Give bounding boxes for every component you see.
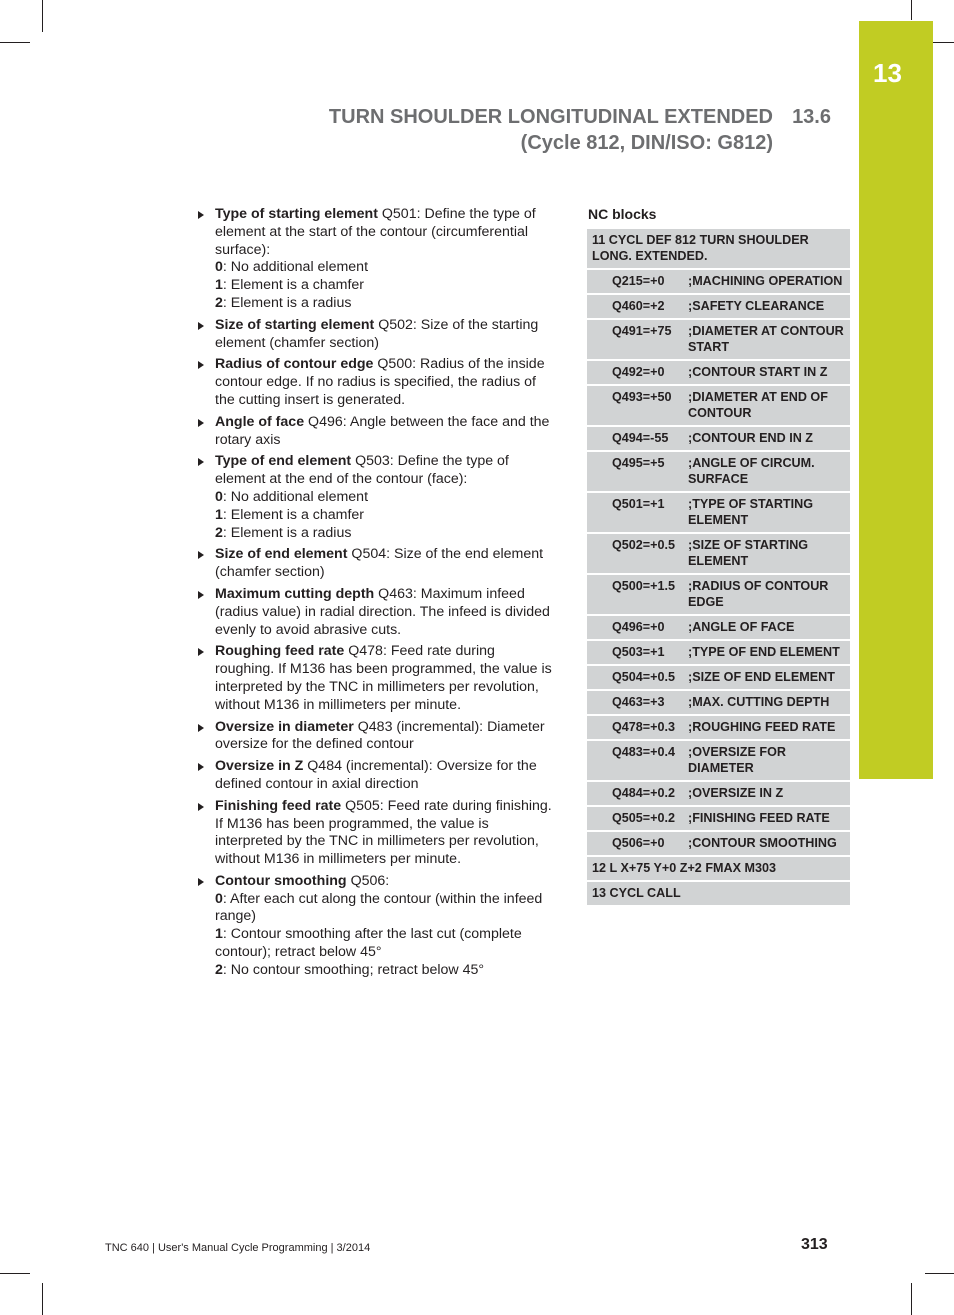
parameter-item <box>195 317 557 353</box>
parameter-description: Q500: Radius of the inside contour edge. If no radius is specified, the radius of the cutting insert is generated. <box>215 356 545 408</box>
nc-param: Q215=+0 <box>587 270 686 295</box>
option-key: 0 <box>215 259 223 276</box>
nc-param: Q460=+2 <box>587 295 686 320</box>
option-text: : Element is a chamfer <box>222 277 365 294</box>
bullet-arrow-icon <box>198 648 204 656</box>
parameter-description: Q478: Feed rate during roughing. If M136 has been programmed, the value is interpreted by the TNC in millimeters per revolution, without M136 in millimeters per minute. <box>215 643 552 713</box>
nc-comment: ;ROUGHING FEED RATE <box>686 716 850 741</box>
nc-param: Q500=+1.5 <box>587 575 686 616</box>
parameter-option <box>215 259 557 277</box>
parameter-option <box>215 926 557 962</box>
footer-text: TNC 640 | User's Manual Cycle Programming | 3/2014 <box>105 1242 371 1254</box>
parameter-name: Radius of contour edge <box>215 356 374 373</box>
option-key: 1 <box>215 277 223 294</box>
option-key: 0 <box>215 488 223 505</box>
page-number: 313 <box>801 1236 828 1253</box>
chapter-number: 13 <box>873 58 902 88</box>
parameter-item <box>195 414 557 450</box>
parameter-name: Size of end element <box>215 546 348 563</box>
nc-comment: ;CONTOUR SMOOTHING <box>686 832 850 857</box>
section-number: 13.6 <box>792 106 831 128</box>
bullet-arrow-icon <box>198 419 204 427</box>
crop-mark <box>42 1283 43 1315</box>
parameter-description: Q504: Size of the end element (chamfer section) <box>215 546 544 581</box>
nc-row <box>587 229 850 270</box>
nc-comment: ;CONTOUR START IN Z <box>686 361 850 386</box>
nc-row <box>587 534 850 575</box>
parameter-name: Maximum cutting depth <box>215 585 375 602</box>
option-text: : Element is a chamfer <box>222 506 365 523</box>
parameter-description: Q483 (incremental): Diameter oversize for the defined contour <box>215 718 545 753</box>
option-key: 2 <box>215 961 223 978</box>
parameter-name: Type of starting element <box>215 206 378 222</box>
nc-row <box>587 386 850 427</box>
option-text: : No additional element <box>222 488 369 505</box>
nc-comment: ;ANGLE OF FACE <box>686 616 850 641</box>
parameter-item <box>195 206 557 313</box>
parameter-name: Contour smoothing <box>215 872 347 889</box>
nc-comment: ;ANGLE OF CIRCUM. SURFACE <box>686 452 850 493</box>
parameter-item <box>195 798 557 869</box>
crop-mark <box>0 42 30 43</box>
nc-comment: ;DIAMETER AT CONTOUR START <box>686 320 850 361</box>
parameter-name: Size of starting element <box>215 316 375 333</box>
bullet-arrow-icon <box>198 878 204 886</box>
nc-param: Q501=+1 <box>587 493 686 534</box>
crop-mark <box>911 0 912 20</box>
nc-comment: ;SIZE OF STARTING ELEMENT <box>686 534 850 575</box>
nc-comment: ;TYPE OF STARTING ELEMENT <box>686 493 850 534</box>
parameter-item <box>195 453 557 542</box>
nc-row <box>587 361 850 386</box>
nc-row <box>587 807 850 832</box>
option-text: : Element is a radius <box>222 524 352 541</box>
nc-param: Q502=+0.5 <box>587 534 686 575</box>
nc-row <box>587 882 850 907</box>
parameter-name: Roughing feed rate <box>215 643 345 660</box>
nc-comment: ;OVERSIZE FOR DIAMETER <box>686 741 850 782</box>
parameter-option <box>215 891 557 927</box>
nc-param: Q506=+0 <box>587 832 686 857</box>
bullet-arrow-icon <box>198 803 204 811</box>
nc-row <box>587 741 850 782</box>
option-key: 2 <box>215 524 223 541</box>
parameter-option <box>215 507 557 525</box>
nc-row <box>587 641 850 666</box>
parameter-option <box>215 962 557 980</box>
nc-row <box>587 452 850 493</box>
nc-row <box>587 666 850 691</box>
option-text: : No contour smoothing; retract below 45° <box>222 961 485 978</box>
option-key: 1 <box>215 926 223 943</box>
chapter-tab <box>859 21 933 779</box>
parameter-option <box>215 277 557 295</box>
nc-comment: ;OVERSIZE IN Z <box>686 782 850 807</box>
crop-mark <box>0 1273 30 1274</box>
parameter-description: Q503: Define the type of element at the end of the contour (face): <box>215 453 509 488</box>
parameter-description: Q506: <box>350 872 390 889</box>
option-key: 0 <box>215 890 223 907</box>
bullet-arrow-icon <box>198 724 204 732</box>
option-text: : No additional element <box>222 259 369 276</box>
nc-param: Q491=+75 <box>587 320 686 361</box>
nc-comment: ;CONTOUR END IN Z <box>686 427 850 452</box>
nc-row <box>587 427 850 452</box>
parameter-name: Angle of face <box>215 413 305 430</box>
nc-param: Q504=+0.5 <box>587 666 686 691</box>
parameter-option <box>215 525 557 543</box>
nc-param: Q495=+5 <box>587 452 686 493</box>
parameter-description: Q484 (incremental): Oversize for the defined contour in axial direction <box>215 758 537 792</box>
option-key: 1 <box>215 506 223 523</box>
nc-row <box>587 616 850 641</box>
nc-param: Q492=+0 <box>587 361 686 386</box>
parameter-description: Q505: Feed rate during finishing. If M136 has been programmed, the value is interpreted by the TNC in millimeters per revolution, without M136 in millimeters per minute. <box>215 797 552 868</box>
parameter-item <box>195 586 557 639</box>
parameter-description: Q463: Maximum infeed (radius value) in radial direction. The infeed is divided evenly to avoid abrasive cuts. <box>215 585 550 638</box>
nc-row <box>587 493 850 534</box>
nc-row <box>587 295 850 320</box>
parameter-item <box>195 643 557 714</box>
header-title-line1: TURN SHOULDER LONGITUDINAL EXTENDED <box>328 106 773 128</box>
parameter-option <box>215 489 557 507</box>
parameter-item <box>195 356 557 409</box>
nc-row <box>587 832 850 857</box>
option-text: : Contour smoothing after the last cut (complete contour); retract below 45° <box>215 926 522 961</box>
nc-comment: ;FINISHING FEED RATE <box>686 807 850 832</box>
option-text: : After each cut along the contour (within the infeed range) <box>215 890 543 925</box>
nc-param: Q493=+50 <box>587 386 686 427</box>
nc-block-line: 11 CYCL DEF 812 TURN SHOULDER LONG. EXTENDED. <box>587 229 850 270</box>
page-header <box>329 104 831 156</box>
parameter-name: Oversize in diameter <box>215 718 354 735</box>
crop-mark <box>911 1283 912 1315</box>
nc-row <box>587 691 850 716</box>
nc-param: Q484=+0.2 <box>587 782 686 807</box>
nc-row <box>587 320 850 361</box>
nc-row <box>587 857 850 882</box>
nc-row <box>587 270 850 295</box>
parameter-item <box>195 873 557 980</box>
nc-row <box>587 716 850 741</box>
option-key: 2 <box>215 294 223 311</box>
crop-mark <box>925 1273 954 1274</box>
parameter-item <box>195 758 557 794</box>
nc-comment: ;RADIUS OF CONTOUR EDGE <box>686 575 850 616</box>
nc-comment: ;MAX. CUTTING DEPTH <box>686 691 850 716</box>
parameter-name: Type of end element <box>215 453 352 470</box>
bullet-arrow-icon <box>198 763 204 771</box>
bullet-arrow-icon <box>198 458 204 466</box>
option-text: : Element is a radius <box>222 294 352 311</box>
nc-comment: ;MACHINING OPERATION <box>686 270 850 295</box>
nc-blocks-title: NC blocks <box>588 206 657 222</box>
parameter-description: Q496: Angle between the face and the rotary axis <box>215 413 550 448</box>
nc-param: Q505=+0.2 <box>587 807 686 832</box>
bullet-arrow-icon <box>198 211 204 219</box>
nc-block-line: 12 L X+75 Y+0 Z+2 FMAX M303 <box>587 857 850 882</box>
nc-comment: ;SIZE OF END ELEMENT <box>686 666 850 691</box>
nc-param: Q496=+0 <box>587 616 686 641</box>
parameter-description: Q502: Size of the starting element (chamfer section) <box>215 316 539 351</box>
nc-param: Q494=-55 <box>587 427 686 452</box>
parameter-name: Finishing feed rate <box>215 797 342 814</box>
parameter-description: Q501: Define the type of element at the start of the contour (circumferential surface): <box>215 206 536 258</box>
nc-param: Q478=+0.3 <box>587 716 686 741</box>
parameter-item <box>195 719 557 755</box>
parameter-option <box>215 295 557 313</box>
nc-row <box>587 782 850 807</box>
nc-comment: ;DIAMETER AT END OF CONTOUR <box>686 386 850 427</box>
nc-blocks-table <box>587 229 850 907</box>
nc-param: Q503=+1 <box>587 641 686 666</box>
bullet-arrow-icon <box>198 551 204 559</box>
header-title-line2: (Cycle 812, DIN/ISO: G812) <box>520 132 773 154</box>
nc-row <box>587 575 850 616</box>
nc-block-line: 13 CYCL CALL <box>587 882 850 907</box>
bullet-arrow-icon <box>198 361 204 369</box>
nc-comment: ;TYPE OF END ELEMENT <box>686 641 850 666</box>
parameter-item <box>195 546 557 582</box>
bullet-arrow-icon <box>198 322 204 330</box>
bullet-arrow-icon <box>198 591 204 599</box>
crop-mark <box>42 0 43 32</box>
parameter-list <box>195 206 557 984</box>
nc-comment: ;SAFETY CLEARANCE <box>686 295 850 320</box>
nc-param: Q463=+3 <box>587 691 686 716</box>
nc-param: Q483=+0.4 <box>587 741 686 782</box>
parameter-name: Oversize in Z <box>215 758 304 775</box>
